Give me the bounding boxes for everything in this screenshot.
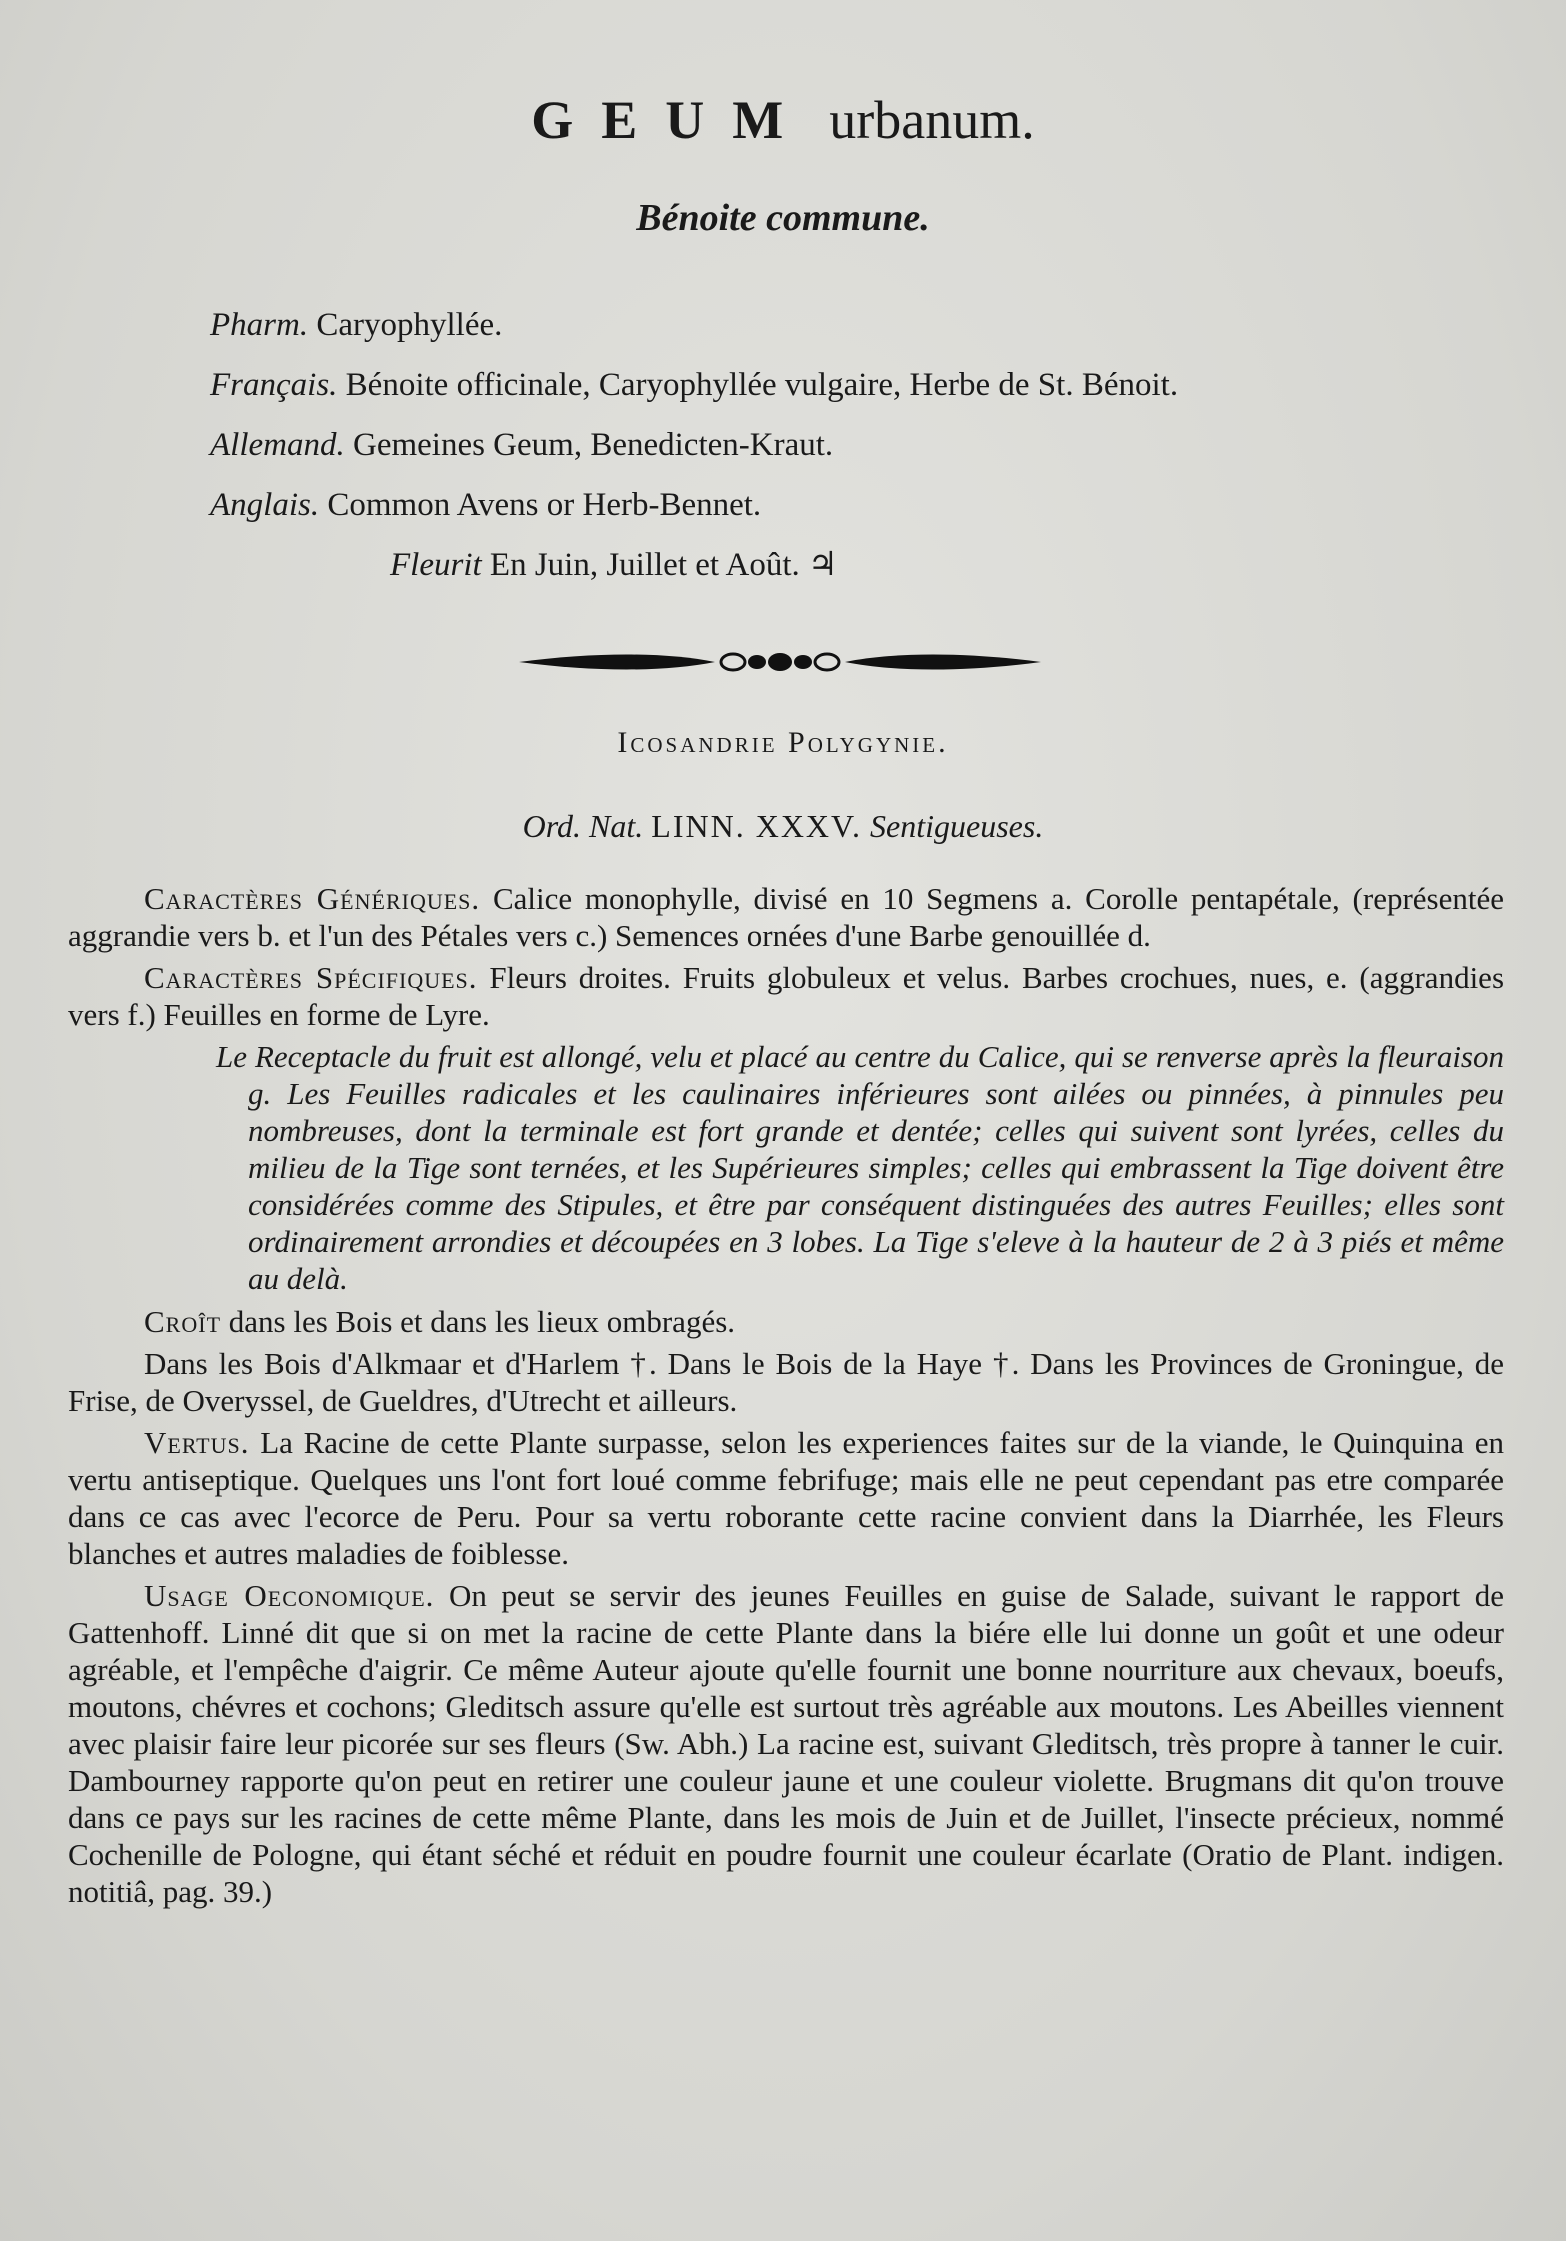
name-lang: Anglais. [210,487,320,523]
species-name: urbanum. [829,90,1035,150]
name-lang: Allemand. [210,427,345,463]
main-text [68,880,1504,1915]
name-row-french [210,355,1410,415]
section-text: Fleurs droites. Fruits globuleux et velus. Barbes crochues, nues, e. (aggrandies vers f.) Feuilles en forme de Lyre. [68,960,1505,1032]
order-linn: LINN. XXXV. [651,808,863,844]
name-text: Bénoite officinale, Caryophyllée vulgaire, Herbe de St. Bénoit. [345,367,1179,403]
order-name: Sentigueuses. [870,808,1044,844]
flowering-label: Fleurit [390,547,482,583]
description-text: Le Receptacle du fruit est allongé, velu et placé au centre du Calice, qui se renverse après la fleuraison g. Les Feuilles radicales et les caulinaires inférieures sont ailées ou pinnées, à pinnules peu nombreuses, dont la terminale est fort grande et dentée; celles qui suivent sont lyrées, celles du milieu de la Tige sont ternées, et les Supérieures simples; celles qui embrassent la Tige doivent être considérées comme des Stipules, et être par conséquent distinguées des autres Feuilles; elles sont ordinairement arrondies et découpées en 3 lobes. La Tige s'eleve à la hauteur de 2 à 3 piés et même au delà. [216,1039,1504,1296]
plant-description [68,1038,1504,1297]
habitat [68,1303,1504,1340]
name-row-pharm [210,295,1410,355]
section-text: dans les Bois et dans les lieux ombragés. [228,1304,736,1339]
specific-characters [68,959,1504,1033]
section-text: La Racine de cette Plante surpasse, selon les experiences faites sur de la viande, le Quinquina en vertu antiseptique. Quelques uns l'ont fort loué comme febrifuge; mais elle ne peut cependant pas etre comparée dans ce cas avec l'ecorce de Peru. Pour sa vertu roborante cette racine convient dans la Diarrhée, les Fleurs blanches et autres maladies de foiblesse. [68,1425,1505,1571]
section-label: Usage Oeconomique. [144,1578,435,1613]
section-text: Calice monophylle, divisé en 10 Segmens a. Corolle pentapétale, (représentée aggrandie vers b. et l'un des Pétales vers c.) Semences ornées d'une Barbe genouillée d. [68,881,1504,953]
common-name: Bénoite commune. [636,197,930,239]
genus-name: GEUM [531,90,812,150]
section-label: Vertus. [144,1425,250,1460]
order-prefix: Ord. Nat. [522,808,644,844]
section-label: Croît [144,1304,222,1339]
ornament-divider [515,644,1045,680]
name-lang: Pharm. [210,307,309,343]
name-text: Common Avens or Herb-Bennet. [327,487,762,523]
name-row-german [210,415,1410,475]
virtues [68,1424,1504,1572]
generic-characters [68,880,1504,954]
section-text: On peut se servir des jeunes Feuilles en guise de Salade, suivant le rapport de Gattenhoff. Linné dit que si on met la racine de cette Plante dans la biére elle lui donne un goût et une odeur agréable, et l'empêche d'aigrir. Ce même Auteur ajoute qu'elle fournit une bonne nourriture aux chevaux, boeufs, moutons, chévres et cochons; Gleditsch assure qu'elle est surtout très agréable aux moutons. Les Abeilles viennent avec plaisir faire leur picorée sur ses fleurs (Sw. Abh.) La racine est, suivant Gleditsch, très propre à tanner le cuir. Dambourney rapporte qu'on peut en retirer une couleur jaune et une couleur violette. Brugmans dit qu'on trouve dans ce pays sur les racines de cette même Plante, dans les mois de Juin et de Juillet, l'insecte précieux, nommé Cochenille de Pologne, qui étant séché et réduit en poudre fournit une couleur écarlate (Oratio de Plant. indigen. notitiâ, pag. 39.) [68,1578,1504,1909]
name-row-english [210,475,1410,535]
linnaean-class: Icosandrie Polygynie. [617,726,949,759]
name-text: Gemeines Geum, Benedicten-Kraut. [352,427,834,463]
section-label: Caractères Spécifiques. [144,960,478,995]
economic-usage [68,1577,1504,1910]
flowering-text: En Juin, Juillet et Août. ♃ [489,547,838,583]
flowering-row [210,535,1410,595]
natural-order [0,808,1566,845]
section-label: Caractères Génériques. [144,881,481,916]
locations: Dans les Bois d'Alkmaar et d'Harlem †. Dans le Bois de la Haye †. Dans les Provinces de Groningue, de Frise, de Overyssel, de Gueldres, d'Utrecht et ailleurs. [68,1346,1504,1418]
name-text: Caryophyllée. [316,307,503,343]
vernacular-names [210,295,1410,595]
name-lang: Français. [210,367,338,403]
plant-title [0,88,1566,152]
